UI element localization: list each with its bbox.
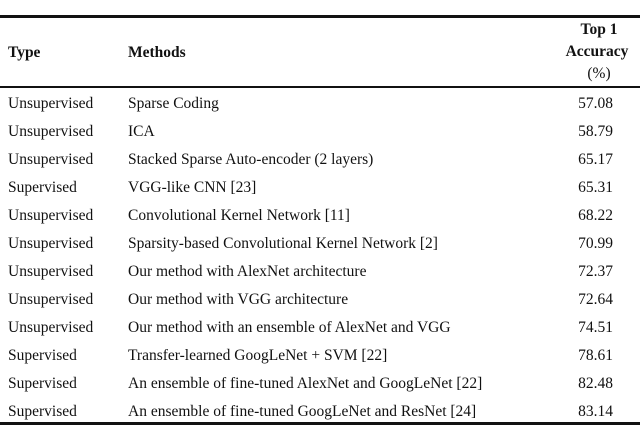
cell-accuracy: 72.64: [578, 291, 613, 308]
cell-type: Supervised: [8, 347, 77, 364]
table-row: [0, 314, 640, 342]
cell-accuracy: 58.79: [578, 123, 613, 140]
cell-accuracy: 83.14: [578, 403, 613, 420]
cell-type: Unsupervised: [8, 207, 94, 224]
cell-method: Sparse Coding: [128, 95, 219, 112]
cell-method: ICA: [128, 123, 155, 140]
cell-accuracy: 70.99: [578, 235, 613, 252]
cell-accuracy: 74.51: [578, 319, 613, 336]
cell-accuracy: 72.37: [578, 263, 613, 280]
header-methods: Methods: [128, 44, 186, 61]
cell-method: VGG-like CNN [23]: [128, 179, 257, 196]
cell-type: Unsupervised: [8, 235, 94, 252]
table-row: [0, 342, 640, 370]
table-row: [0, 118, 640, 146]
cell-method: An ensemble of fine-tuned GoogLeNet and ResNet [24]: [128, 403, 477, 420]
header-accuracy-line2: Accuracy: [565, 43, 629, 60]
header-accuracy: [540, 19, 630, 85]
cell-accuracy: 82.48: [578, 375, 613, 392]
cell-method: Convolutional Kernel Network [11]: [128, 207, 350, 224]
header-rule: [0, 86, 640, 88]
table-body: [0, 90, 640, 426]
cell-type: Unsupervised: [8, 263, 94, 280]
cell-type: Supervised: [8, 403, 77, 420]
cell-type: Unsupervised: [8, 123, 94, 140]
table-row: [0, 230, 640, 258]
table-row: [0, 258, 640, 286]
table-header: [0, 18, 640, 86]
cell-accuracy: 78.61: [578, 347, 613, 364]
cell-type: Unsupervised: [8, 291, 94, 308]
table-row: [0, 146, 640, 174]
cell-type: Supervised: [8, 375, 77, 392]
cell-accuracy: 68.22: [578, 207, 613, 224]
cell-method: Stacked Sparse Auto-encoder (2 layers): [128, 151, 374, 168]
header-accuracy-line1: Top 1: [580, 21, 618, 38]
cell-type: Unsupervised: [8, 151, 94, 168]
cell-method: Sparsity-based Convolutional Kernel Network [2]: [128, 235, 438, 252]
cell-accuracy: 65.31: [578, 179, 613, 196]
table-row: [0, 90, 640, 118]
cell-type: Supervised: [8, 179, 77, 196]
cell-accuracy: 57.08: [578, 95, 613, 112]
cell-type: Unsupervised: [8, 95, 94, 112]
cell-method: Transfer-learned GoogLeNet + SVM [22]: [128, 347, 388, 364]
cell-method: Our method with an ensemble of AlexNet and VGG: [128, 319, 451, 336]
table-row: [0, 174, 640, 202]
table-row: [0, 202, 640, 230]
header-accuracy-line3: (%): [587, 65, 611, 82]
header-type: Type: [8, 44, 41, 61]
cell-accuracy: 65.17: [578, 151, 613, 168]
cell-method: Our method with AlexNet architecture: [128, 263, 367, 280]
cell-type: Unsupervised: [8, 319, 94, 336]
table-row: [0, 286, 640, 314]
table-row: [0, 370, 640, 398]
cell-method: An ensemble of fine-tuned AlexNet and GoogLeNet [22]: [128, 375, 483, 392]
cell-method: Our method with VGG architecture: [128, 291, 349, 308]
